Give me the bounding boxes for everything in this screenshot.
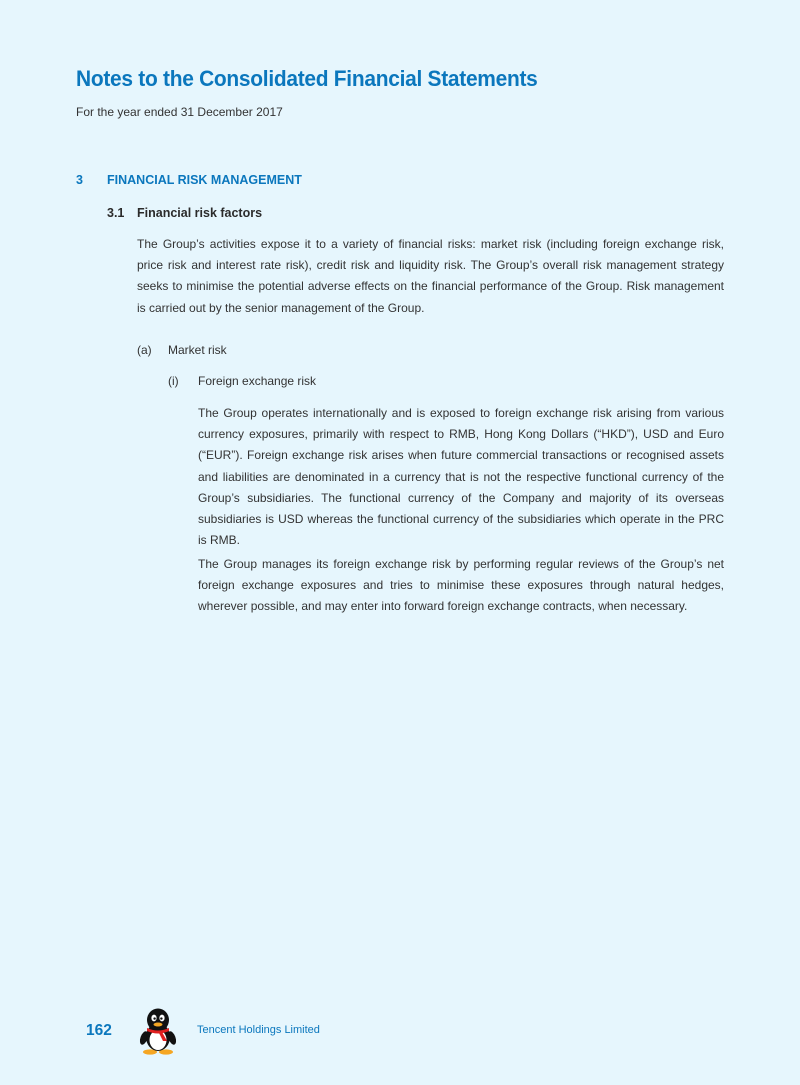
fx-paragraph-2: The Group manages its foreign exchange risk by performing regular reviews of the Group’s net foreign exchange exposures and tries to minimise these exposures through natural hedges, wherever possible, and may enter into forward foreign exchange contracts, when necessary. bbox=[198, 557, 724, 614]
subsection-number: 3.1 bbox=[107, 206, 125, 220]
item-market-risk bbox=[137, 343, 227, 357]
fx-paragraph-1: The Group operates internationally and is exposed to foreign exchange risk arising from various currency exposures, primarily with respect to RMB, Hong Kong Dollars (“HKD”), USD and Euro (“EUR”). Foreign exchange risk arises when future commercial transactions or recognised assets and liabilities are denominated in a currency that is not the respective functional currency of the Group’s subsidiaries. The functional currency of the Company and majority of its overseas subsidiaries is USD whereas the functional currency of the subsidiaries which operate in the PRC is RMB. bbox=[198, 406, 724, 548]
intro-paragraph: The Group’s activities expose it to a variety of financial risks: market risk (including foreign exchange risk, price risk and interest rate risk), credit risk and liquidity risk. The Group’s overall risk management strategy seeks to minimise the potential adverse effects on the financial performance of the Group. Risk management is carried out by the senior management of the Group. bbox=[137, 237, 724, 315]
section-number: 3 bbox=[76, 173, 83, 187]
item-foreign-exchange-risk bbox=[168, 374, 316, 388]
item-a-label: Market risk bbox=[168, 343, 227, 357]
item-i-marker: (i) bbox=[168, 374, 179, 388]
page-number: 162 bbox=[86, 1022, 112, 1039]
item-a-marker: (a) bbox=[137, 343, 152, 357]
page-title: Notes to the Consolidated Financial Statements bbox=[76, 66, 538, 91]
page-subtitle: For the year ended 31 December 2017 bbox=[76, 105, 283, 119]
subsection-title: Financial risk factors bbox=[137, 206, 263, 220]
item-i-label: Foreign exchange risk bbox=[198, 374, 317, 388]
subsection-heading bbox=[107, 206, 262, 220]
footer-company-name: Tencent Holdings Limited bbox=[197, 1024, 320, 1036]
section-title: FINANCIAL RISK MANAGEMENT bbox=[107, 173, 302, 187]
penguin-logo-icon bbox=[138, 1007, 178, 1055]
section-heading bbox=[76, 173, 302, 187]
